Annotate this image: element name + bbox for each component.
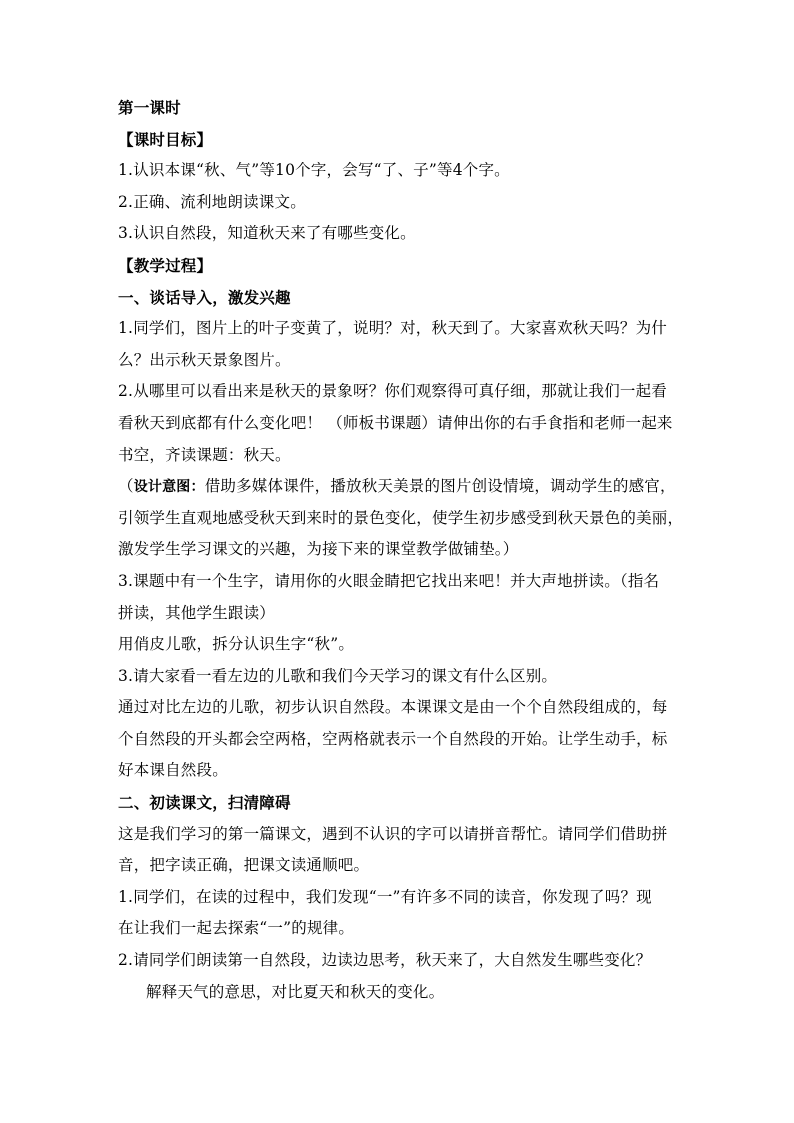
paragraph-line: 3.请大家看一看左边的儿歌和我们今天学习的课文有什么区别。 — [118, 666, 558, 685]
paragraph-line: 拼读，其他学生跟读） — [118, 603, 276, 622]
paragraph-line: 音，把字读正确，把课文读通顺吧。 — [118, 856, 370, 875]
process-heading: 【教学过程】 — [118, 255, 213, 275]
paragraph-line: 这是我们学习的第一篇课文，遇到不认识的字可以请拼音帮忙。请同学们借助拼 — [118, 824, 668, 843]
objective-item: 2.正确、流利地朗读课文。 — [118, 192, 306, 211]
paragraph-line: 3.课题中有一个生字，请用你的火眼金睛把它找出来吧！并大声地拼读。（指名 — [118, 571, 660, 590]
objectives-heading: 【课时目标】 — [118, 129, 213, 149]
paragraph-line: 在让我们一起去探索“一”的规律。 — [118, 919, 355, 938]
paragraph-line: 看秋天到底都有什么变化吧！ （师板书课题）请伸出你的右手食指和老师一起来 — [118, 413, 673, 432]
lesson-title: 第一课时 — [118, 98, 181, 117]
paragraph-line: 用俏皮儿歌，拆分认识生字“秋”。 — [118, 635, 355, 654]
section-2-heading: 二、初读课文，扫清障碍 — [118, 793, 291, 813]
paragraph-line: 解释天气的意思，对比夏天和秋天的变化。 — [146, 982, 445, 1001]
paragraph-line: 好本课自然段。 — [118, 761, 228, 780]
paragraph-line: 么？出示秋天景象图片。 — [118, 350, 291, 369]
design-open-paren: （ — [118, 477, 134, 496]
paragraph-line: 2.从哪里可以看出来是秋天的景象呀？你们观察得可真仔细，那就让我们一起看 — [118, 382, 667, 401]
design-intent-line: 引领学生直观地感受秋天到来时的景色变化，使学生初步感受到秋天景色的美丽， — [118, 508, 684, 527]
document-page — [118, 92, 684, 1008]
paragraph-line: 书空，齐读课题：秋天。 — [118, 445, 291, 464]
paragraph-line: 1.同学们，图片上的叶子变黄了，说明？对，秋天到了。大家喜欢秋天吗？为什 — [118, 319, 667, 338]
paragraph-line: 1.同学们，在读的过程中，我们发现“一”有许多不同的读音，你发现了吗？现 — [118, 887, 652, 906]
section-1-heading: 一、谈话导入，激发兴趣 — [118, 287, 291, 307]
paragraph-line: 2.请同学们朗读第一自然段，边读边思考，秋天来了，大自然发生哪些变化？ — [118, 951, 652, 970]
paragraph-line: 通过对比左边的儿歌，初步认识自然段。本课课文是由一个个自然段组成的，每 — [118, 698, 668, 717]
objective-item: 3.认识自然段，知道秋天来了有哪些变化。 — [118, 224, 416, 243]
objective-item: 1.认识本课“秋、气”等10个字，会写“了、子”等4个字。 — [118, 161, 510, 180]
design-intent-label: 设计意图： — [133, 479, 205, 496]
design-intent-text: 借助多媒体课件，播放秋天美景的图片创设情境，调动学生的感官， — [204, 477, 676, 496]
design-intent-line — [118, 471, 680, 503]
paragraph-line: 个自然段的开头都会空两格，空两格就表示一个自然段的开始。让学生动手，标 — [118, 729, 668, 748]
design-intent-line: 激发学生学习课文的兴趣，为接下来的课堂教学做铺垫。） — [118, 540, 519, 559]
